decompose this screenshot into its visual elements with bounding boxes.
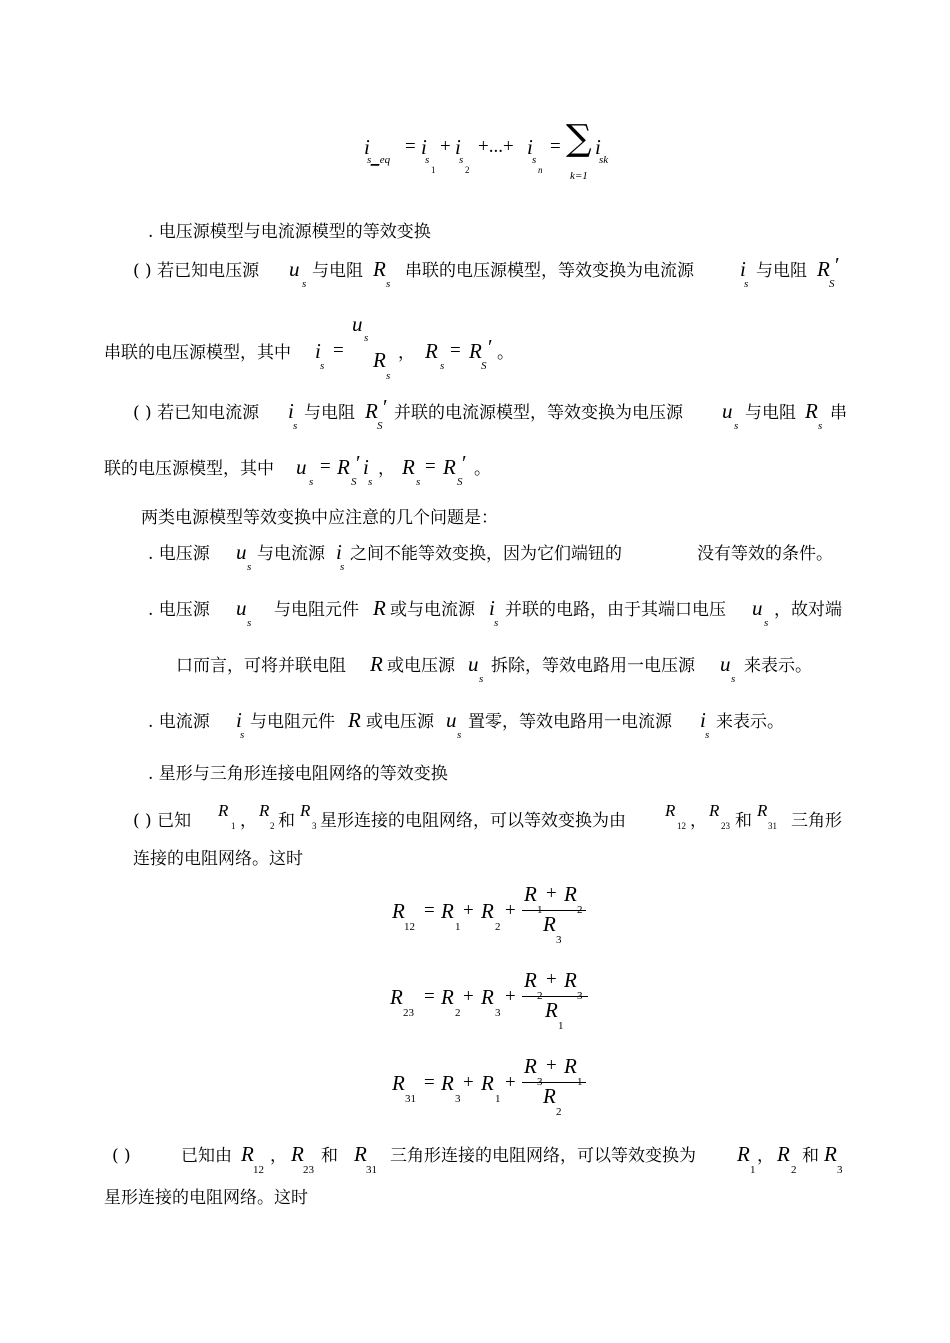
sub-s: s xyxy=(364,332,369,344)
sub-s: s xyxy=(440,360,445,372)
text: ， xyxy=(690,811,707,831)
eq-var: i xyxy=(527,135,533,159)
sub-s: s xyxy=(302,278,307,290)
var-R: R xyxy=(564,1054,577,1078)
plus-sign: + xyxy=(505,1072,516,1093)
text: 三角形连接的电阻网络，可以等效变换为 xyxy=(390,1146,696,1166)
sigma-symbol: ∑ xyxy=(566,118,592,159)
var-u: u xyxy=(752,596,763,620)
var-R: R xyxy=(218,801,229,820)
eq-sign: = xyxy=(450,340,461,361)
sub-s: s xyxy=(247,617,252,629)
sub: 23 xyxy=(721,821,730,831)
sub-s: s xyxy=(240,729,245,741)
var-R: R xyxy=(402,455,415,479)
text: 与电流源 xyxy=(257,544,325,564)
eq-sub: s xyxy=(459,154,464,166)
var-R: R xyxy=(337,455,350,479)
sub: 1 xyxy=(231,821,236,831)
eq-var: i xyxy=(421,135,427,159)
fraction-bar xyxy=(522,996,588,997)
sub-s: s xyxy=(818,420,823,432)
var-u: u xyxy=(296,455,307,479)
plus-sign: + xyxy=(546,969,557,990)
sub-s: s xyxy=(744,278,749,290)
formula-r23 xyxy=(0,966,950,1036)
text: 联的电压源模型，其中 xyxy=(104,459,274,479)
text: 和 xyxy=(278,811,295,831)
var-R: R xyxy=(392,1071,405,1095)
text: 拆除，等效电路用一电压源 xyxy=(491,656,695,676)
eq-var: i xyxy=(455,135,461,159)
var-R: R xyxy=(365,399,378,423)
text: 口而言，可将并联电阻 xyxy=(176,656,346,676)
var-u: u xyxy=(352,312,363,336)
sub: 1 xyxy=(558,1020,564,1032)
text: 之间不能等效变换，因为它们端钮的 xyxy=(350,544,622,564)
eq-sign: = xyxy=(320,456,331,477)
var-R: R xyxy=(373,348,386,372)
fraction-bar xyxy=(522,910,586,911)
var-i: i xyxy=(315,339,321,363)
text: 来表示。 xyxy=(744,656,812,676)
eq-var: i xyxy=(364,135,370,159)
var-u: u xyxy=(722,399,733,423)
var-i: i xyxy=(288,399,294,423)
sub-S: S xyxy=(377,420,383,432)
sub-s: s xyxy=(479,673,484,685)
sub-s: s xyxy=(386,278,391,290)
var-u: u xyxy=(236,540,247,564)
sub-s: s xyxy=(764,617,769,629)
sub-S: S xyxy=(829,278,835,290)
text: 与电阻 xyxy=(756,261,807,281)
sub: 1 xyxy=(495,1093,501,1105)
var-R: R xyxy=(665,801,676,820)
text: ， xyxy=(270,1146,287,1166)
sub: 12 xyxy=(404,921,415,933)
var-R: R xyxy=(757,801,768,820)
sub: 2 xyxy=(556,1106,562,1118)
eq-sub: n xyxy=(538,165,543,175)
var-R: R xyxy=(441,985,454,1009)
sub: 12 xyxy=(677,821,686,831)
sub: 3 xyxy=(455,1093,461,1105)
var-R: R xyxy=(824,1142,837,1166)
plus-sign: + xyxy=(546,1055,557,1076)
eq-sub: s xyxy=(532,154,537,166)
eq-sign: = xyxy=(424,1072,435,1093)
text: 连接的电阻网络。这时 xyxy=(133,849,303,869)
text: ， xyxy=(240,811,257,831)
var-u: u xyxy=(468,652,479,676)
text: 置零，等效电路用一电流源 xyxy=(468,712,672,732)
text: 或电压源 xyxy=(366,712,434,732)
sub: 2 xyxy=(270,821,275,831)
text: ( ) 若已知电流源 xyxy=(133,403,260,423)
eq-sign: = xyxy=(425,456,436,477)
var-R: R xyxy=(543,1084,556,1108)
var-i: i xyxy=(489,596,495,620)
var-R: R xyxy=(737,1142,750,1166)
var-R: R xyxy=(370,652,383,676)
sub-s: s xyxy=(293,420,298,432)
var-R: R xyxy=(709,801,720,820)
var-i: i xyxy=(740,257,746,281)
sub-s: s xyxy=(705,729,710,741)
var-R: R xyxy=(291,1142,304,1166)
sub: 2 xyxy=(455,1007,461,1019)
var-R: R xyxy=(392,899,405,923)
plus-sign: + xyxy=(505,900,516,921)
eq-sub: s▁eq xyxy=(367,154,391,166)
eq-sub: s xyxy=(425,154,430,166)
sub: 23 xyxy=(403,1007,414,1019)
eq-sign: = xyxy=(424,986,435,1007)
sub-s: s xyxy=(731,673,736,685)
eq-var: i xyxy=(595,135,601,159)
sub: 3 xyxy=(837,1164,843,1176)
text: ( ) 若已知电压源 xyxy=(133,261,260,281)
text: 并联的电路，由于其端口电压 xyxy=(505,600,726,620)
sigma-lower-limit: k=1 xyxy=(570,170,588,182)
text: . 电压源 xyxy=(148,544,210,564)
var-R: R xyxy=(777,1142,790,1166)
text: 与电阻元件 xyxy=(274,600,359,620)
text: ( ) xyxy=(112,1146,131,1166)
sub: 31 xyxy=(366,1164,377,1176)
text: 星形连接的电阻网络，可以等效变换为由 xyxy=(320,811,626,831)
var-u: u xyxy=(446,708,457,732)
eq-sub: sk xyxy=(599,154,609,166)
sub: 23 xyxy=(303,1164,314,1176)
eq-sub: 2 xyxy=(465,165,470,175)
sub: 31 xyxy=(768,821,777,831)
text: 没有等效的条件。 xyxy=(697,544,833,564)
var-u: u xyxy=(289,257,300,281)
var-R: R xyxy=(373,257,386,281)
text: 三角形 xyxy=(791,811,842,831)
text: ， xyxy=(398,343,415,363)
text: 并联的电流源模型，等效变换为电压源 xyxy=(394,403,683,423)
var-R: R xyxy=(524,1054,537,1078)
text: ，故对端 xyxy=(774,600,842,620)
prime: ′ xyxy=(488,335,493,359)
var-R: R xyxy=(481,899,494,923)
sub: 1 xyxy=(455,921,461,933)
sub-S: S xyxy=(351,476,357,488)
var-R: R xyxy=(481,1071,494,1095)
var-R: R xyxy=(373,596,386,620)
eq-sign: = xyxy=(424,900,435,921)
text: 与电阻 xyxy=(304,403,355,423)
sub-s: s xyxy=(340,561,345,573)
var-R: R xyxy=(425,339,438,363)
eq-sign: + xyxy=(440,136,451,157)
text: 。 xyxy=(497,343,514,363)
prime: ′ xyxy=(383,395,388,419)
sub: 1 xyxy=(750,1164,756,1176)
var-i: i xyxy=(236,708,242,732)
sub-s: s xyxy=(416,476,421,488)
sub-s: s xyxy=(494,617,499,629)
sub-s: s xyxy=(309,476,314,488)
sub: 3 xyxy=(556,934,562,946)
sub: 2 xyxy=(495,921,501,933)
var-R: R xyxy=(805,399,818,423)
var-R: R xyxy=(443,455,456,479)
plus-sign: + xyxy=(546,883,557,904)
sub-s: s xyxy=(368,476,373,488)
text: . 电流源 xyxy=(148,712,210,732)
var-R: R xyxy=(354,1142,367,1166)
plus-sign: + xyxy=(463,1072,474,1093)
text: 串联的电压源模型，等效变换为电流源 xyxy=(405,261,694,281)
var-R: R xyxy=(545,998,558,1022)
text: 串联的电压源模型，其中 xyxy=(104,343,291,363)
prime: ′ xyxy=(835,253,840,277)
var-R: R xyxy=(817,257,830,281)
text: . 电压源 xyxy=(148,600,210,620)
text: 和 xyxy=(735,811,752,831)
var-R: R xyxy=(259,801,270,820)
plus-sign: + xyxy=(463,986,474,1007)
var-R: R xyxy=(564,968,577,992)
var-R: R xyxy=(441,1071,454,1095)
text: 来表示。 xyxy=(716,712,784,732)
formula-r12 xyxy=(0,880,950,950)
formula-r31 xyxy=(0,1052,950,1122)
var-u: u xyxy=(236,596,247,620)
section-heading-source-transform: . 电压源模型与电流源模型的等效变换 xyxy=(148,222,431,242)
text: 或与电流源 xyxy=(390,600,475,620)
prime: ′ xyxy=(356,451,361,475)
eq-sub: 1 xyxy=(431,165,436,175)
eq-sign: = xyxy=(550,136,561,157)
text: ， xyxy=(378,459,395,479)
var-R: R xyxy=(348,708,361,732)
text: 或电压源 xyxy=(387,656,455,676)
sub-s: s xyxy=(247,561,252,573)
prime: ′ xyxy=(462,451,467,475)
text: 与电阻 xyxy=(745,403,796,423)
plus-sign: + xyxy=(505,986,516,1007)
var-R: R xyxy=(481,985,494,1009)
var-i: i xyxy=(363,455,369,479)
sub: 12 xyxy=(253,1164,264,1176)
plus-sign: + xyxy=(463,900,474,921)
eq-sign: +...+ xyxy=(478,136,514,157)
var-u: u xyxy=(720,652,731,676)
var-R: R xyxy=(524,882,537,906)
var-R: R xyxy=(469,339,482,363)
text: 已知由 xyxy=(181,1146,232,1166)
sub: 3 xyxy=(495,1007,501,1019)
sub: 2 xyxy=(791,1164,797,1176)
var-R: R xyxy=(390,985,403,1009)
sub-s: s xyxy=(386,370,391,382)
var-R: R xyxy=(300,801,311,820)
notes-intro: 两类电源模型等效变换中应注意的几个问题是： xyxy=(141,508,498,528)
sub-S: S xyxy=(457,476,463,488)
eq-sign: = xyxy=(333,340,344,361)
sub: 3 xyxy=(312,821,317,831)
var-R: R xyxy=(441,899,454,923)
sub-s: s xyxy=(320,360,325,372)
text: 和 xyxy=(321,1146,338,1166)
var-R: R xyxy=(524,968,537,992)
var-i: i xyxy=(336,540,342,564)
text: 。 xyxy=(474,459,491,479)
sub-s: s xyxy=(734,420,739,432)
var-R: R xyxy=(241,1142,254,1166)
section-heading-star-delta: . 星形与三角形连接电阻网络的等效变换 xyxy=(148,764,448,784)
sub: 31 xyxy=(405,1093,416,1105)
text: 星形连接的电阻网络。这时 xyxy=(104,1188,308,1208)
sub-S: S xyxy=(481,360,487,372)
var-R: R xyxy=(564,882,577,906)
var-i: i xyxy=(700,708,706,732)
text: ( ) 已知 xyxy=(133,811,192,831)
eq-sign: = xyxy=(405,136,416,157)
text: 与电阻元件 xyxy=(250,712,335,732)
var-R: R xyxy=(543,912,556,936)
sub-s: s xyxy=(457,729,462,741)
text: 与电阻 xyxy=(312,261,363,281)
text: 和 xyxy=(802,1146,819,1166)
fraction-bar xyxy=(522,1082,586,1083)
text: 串 xyxy=(830,403,847,423)
text: ， xyxy=(757,1146,774,1166)
